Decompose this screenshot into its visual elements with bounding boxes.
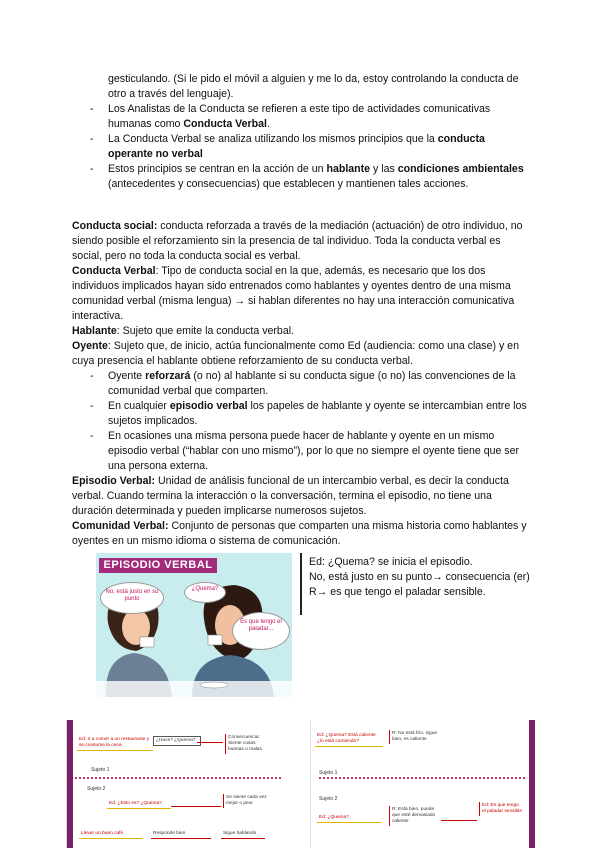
term: Episodio Verbal: [72,475,156,487]
item-text: Oyente [108,370,146,382]
diagram-box: Ed: ¿Quema? [317,814,381,823]
definition-hablante [72,324,530,339]
dash-bullet: - [90,370,94,382]
speech-bubble: No, está justo en su punto [100,582,164,614]
term: Comunidad Verbal: [72,520,169,532]
diagram-box: Llevar un buen café [79,830,143,839]
dash-bullet: - [90,430,94,442]
definition-text: conducta reforzada a través de la mediación (actuación) de otro individuo, no siendo posible el reforzamiento sin la presencia de tal individuo. Toda la conducta verbal es social, pero no toda la conducta social es verbal. [72,220,523,262]
item-text: En ocasiones una misma persona puede hacer de hablante y oyente en un mismo episodio verbal (“hablar con uno mismo”), por lo que no siempre el oyente tiene que ser una persona externa. [108,430,520,472]
item-text: y las [370,163,398,175]
arrow-line [441,820,477,821]
term: Hablante [72,325,117,337]
top-bullet-list [90,72,530,192]
diagram-box: Consecuencia: Siente cosas buenas o malas [225,734,274,754]
list-item [90,369,530,399]
side-note: R→ es que tengo el paladar sensible. [309,586,486,598]
list-item [90,429,530,474]
diagram-box: Ed: Es que tengo el paladar sensible [479,802,524,816]
diagram-box: R: Está bien, puede que esté demasiado caliente [389,806,444,826]
subject-label: Sujeto 2 [319,796,338,802]
list-item [90,162,530,192]
diagram-box: Responde bien [151,830,211,839]
slide-diagram-right [310,720,535,848]
item-bold: hablante [326,163,371,175]
diagram-box: R: No está frío, sigue bien, es caliente [389,730,444,744]
item-text: (antecedentes y consecuencias) que establecen y mantienen tales acciones. [108,178,469,190]
arrow-line [197,742,223,743]
illustration-title: EPISODIO VERBAL [99,558,217,573]
dash-bullet: - [90,163,94,175]
episodio-verbal-illustration [96,553,292,697]
item-text: En cualquier [108,400,170,412]
item-bold: condiciones ambientales [397,163,524,175]
side-note: Ed: ¿Quema? se inicia el episodio. [309,556,473,568]
definition-text: Conjunto de personas que comparten una misma historia como hablantes y oyentes en un mismo idioma o sistema de comunicación. [72,520,527,547]
side-note: No, está justo en su punto→ consecuencia (er) [309,571,530,583]
definition-oyente [72,339,530,369]
diagram-box: Ed: ¿Quema? Está caliente ¿lo está comiendo? [315,732,383,747]
list-item [90,132,530,162]
item-text: (o no) al hablante si su conducta sigue (o no) las convenciones de la comunidad verbal que comparten. [108,370,516,397]
term: Oyente [72,340,108,352]
item-text: Los Analistas de la Conducta se refieren a este tipo de actividades comunicativas humanas como [108,103,491,130]
item-bold: Conducta Verbal [183,118,267,130]
item-text: los papeles de hablante y oyente se intercambian entre los sujetos implicados. [108,400,527,427]
definition-text: : Sujeto que emite la conducta verbal. [116,325,295,337]
bullet-continuation: gesticulando. (Si le pido el móvil a alguien y me lo da, estoy controlando la conducta de otro a través del lenguaje). [108,73,519,100]
item-text: Estos principios se centran en la acción de un [108,163,327,175]
subject-label: Sujeto 2 [87,786,106,792]
item-bold: conducta operante no verbal [108,133,485,160]
definition-comunidad [72,519,530,549]
definition-text: : Sujeto que, de inicio, actúa funcionalmente como Ed (audiencia: como una clase) y en cuya presencia el hablante obtiene reforzamiento de su conducta verbal. [72,340,519,367]
dash-bullet: - [90,103,94,115]
speech-bubble: Es que tengo el paladar... [232,612,290,650]
side-divider [300,553,302,615]
arrow-line [171,806,221,807]
diagram-box: Sigue hablando [221,830,265,839]
definition-episodio [72,474,530,519]
term: Conducta Verbal [72,265,156,277]
item-text: La Conducta Verbal se analiza utilizando los mismos principios que la [108,133,438,145]
item-text: . [266,118,270,130]
list-item [90,399,530,429]
subject-label: Sujeto 1 [91,767,110,773]
item-bold: reforzará [145,370,191,382]
term: Conducta social: [72,220,158,232]
subject-label: Sujeto 1 [319,770,338,776]
dotted-divider [319,777,525,779]
definition-text: Unidad de análisis funcional de un intercambio verbal, es decir la conducta verbal. Cuando termina la interacción o la conversación, termina el episodio, no tiene una duración determinada y pueden implicarse numerosos sujetos. [72,475,509,517]
slide-diagram-left [66,720,291,848]
slide-accent-bar [67,720,73,848]
definitions-section [72,219,530,549]
diagram-box: Se siente cada vez mejor o peor [223,794,276,808]
dash-bullet: - [90,400,94,412]
definition-text: : Tipo de conducta social en la que, además, es necesario que los dos individuos implicados hayan sido entrenados como hablantes y oyentes dentro de una misma comunidad verbal (misma lengua) → si hablan diferentes no hay una interacción comunicativa interactiva. [72,265,515,322]
side-notes [309,555,539,600]
oyente-list [72,369,530,474]
definition-verbal [72,264,530,324]
definition-social [72,219,530,264]
diagram-box: Ed: Ir a comer a un restaurante y se consume la cena [77,736,153,751]
dash-bullet: - [90,133,94,145]
dotted-divider [75,777,281,779]
item-bold: episodio verbal [169,400,248,412]
list-item [90,72,530,102]
slide-accent-bar [529,720,535,848]
speech-bubble: ¿Quema? [184,582,226,603]
diagram-box: ¿Hace? ¿Quema? [153,736,201,746]
diagram-box: Ed. ¿Esto es? ¿Quema? [107,800,171,809]
list-item [90,102,530,132]
